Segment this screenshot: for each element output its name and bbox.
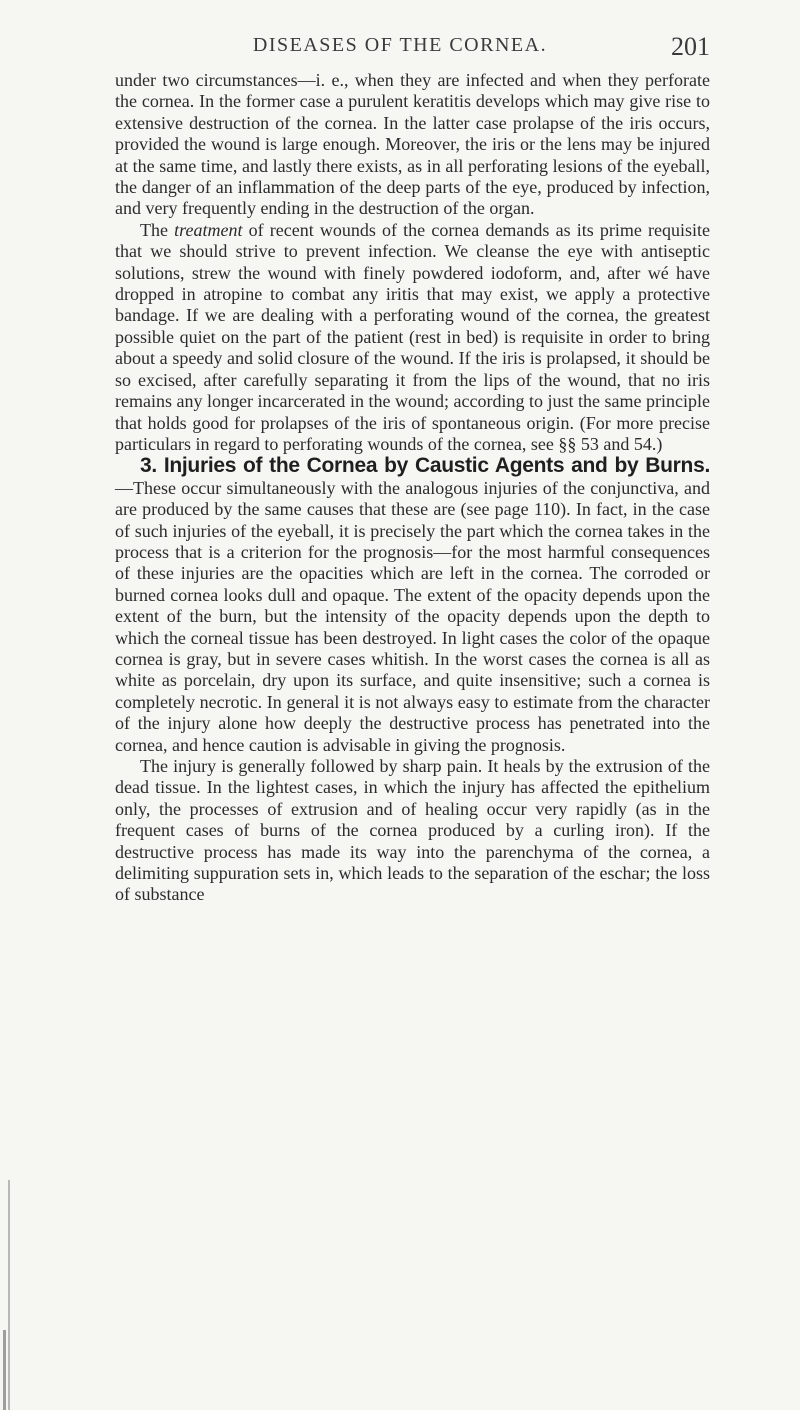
running-head-title: DISEASES OF THE CORNEA. bbox=[252, 34, 548, 56]
treatment-intro: The bbox=[140, 219, 175, 240]
treatment-text: of recent wounds of the cornea demands as its prime requisite that we should strive to prevent infection. We cleanse the eye with antiseptic solutions, strew the wound with finely powdered iodoform, and, after wé have dropped in atropine to combat any iritis that may exist, we apply a protective bandage. If we are dealing with a perforating wound of the cornea, the greatest possible quiet on the part of the patient (rest in bed) is requisite in order to bring about a speedy and solid closure of the wound. If the iris is prolapsed, it should be so excised, after carefully separating it from the lips of the wound, that no iris remains any longer incarcerated in the wound; according to just the same principle that holds good for prolapses of the iris of spontaneous origin. (For more precise particulars in regard to perforating wounds of the cornea, see §§ 53 and 54.) bbox=[115, 219, 711, 454]
running-head bbox=[0, 34, 800, 74]
body-text bbox=[115, 70, 710, 906]
paragraph-caustic-injuries bbox=[115, 455, 710, 756]
caustic-injuries-text: —These occur simultaneously with the analogous injuries of the conjunctiva, and are produced by the same causes that these are (see page 110). In fact, in the case of such injuries of the eyeball, it is precisely the part which the cornea takes in the process that is a criterion for the prognosis—for the most harmful consequences of these injuries are the opacities which are left in the cornea. The corroded or burned cornea looks dull and opaque. The extent of the opacity depends upon the extent of the burn, but the intensity of the opacity depends upon the depth to which the corneal tissue has been destroyed. In light cases the color of the opaque cornea is gray, but in severe cases whitish. In the worst cases the cornea is all as white as porcelain, dry upon its surface, and quite insensitive; such a cornea is completely necrotic. In general it is not always easy to estimate from the character of the injury alone how deeply the destructive process has penetrated into the cornea, and hence caution is advisable in giving the prognosis. bbox=[115, 477, 710, 755]
treatment-emphasis: treatment bbox=[174, 219, 243, 240]
page-edge-shadow bbox=[8, 1180, 10, 1410]
paragraph-healing: The injury is generally followed by sharp pain. It heals by the extrusion of the dead tissue. In the lightest cases, in which the injury has affected the epithelium only, the processes of extrusion and of healing occur very rapidly (as in the frequent cases of burns of the cornea produced by a curling iron). If the destructive process has made its way into the parenchyma of the cornea, a delimiting suppuration sets in, which leads to the separation of the eschar; the loss of substance bbox=[115, 756, 710, 905]
paragraph-wound-circumstances: under two circumstances—i. e., when they are infected and when they perforate the cornea. In the former case a purulent keratitis develops which may give rise to extensive destruction of the cornea. In the latter case prolapse of the iris occurs, provided the wound is large enough. Moreover, the iris or the lens may be injured at the same time, and lastly there exists, as in all perforating lesions of the eyeball, the danger of an inflammation of the deep parts of the eye, produced by infection, and very frequently ending in the destruction of the organ. bbox=[115, 70, 710, 219]
paragraph-treatment bbox=[115, 220, 710, 455]
page-edge-shadow-dark bbox=[3, 1330, 6, 1410]
section-heading-caustic-agents: 3. Injuries of the Cornea by Caustic Agents and by Burns. bbox=[140, 454, 710, 478]
page-number: 201 bbox=[671, 32, 710, 61]
